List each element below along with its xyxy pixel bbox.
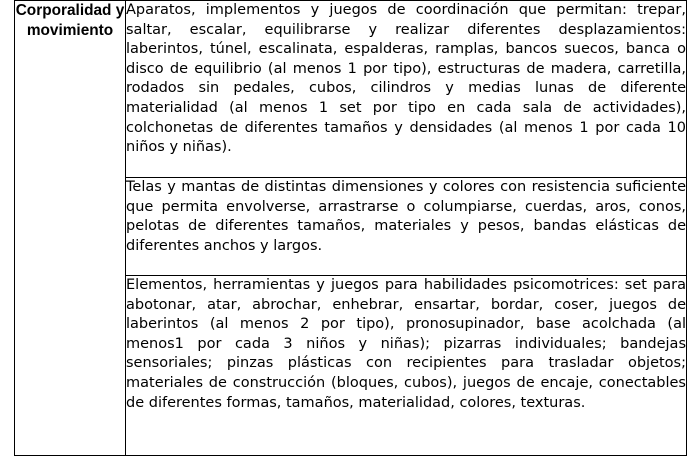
content-cell-coordination <box>126 1 687 178</box>
table-row <box>15 178 687 276</box>
category-label: Corporalidad y movimiento <box>15 2 125 39</box>
fabrics-equipment-text: Telas y mantas de distintas dimensiones y colores con resistencia suficiente que permita envolverse, arrastrarse o columpiarse, cuerdas, aros, conos, pelotas de diferentes tamaños, materiales y pesos, bandas elásticas de diferentes anchos y largos. <box>126 179 686 254</box>
content-cell-fabrics <box>126 178 687 276</box>
table-row <box>15 1 687 178</box>
coordination-equipment-text: Aparatos, implementos y juegos de coordinación que permitan: trepar, saltar, escalar, equilibrarse y realizar diferentes desplazamientos: laberintos, túnel, escalinata, espalderas, ramplas, bancos suecos, banca o disco de equilibrio (al menos 1 por tipo), estructuras de madera, carretilla, rodados sin pedales, cubos, cilindros y medias lunas de diferente materialidad (al menos 1 set por tipo en cada sala de actividades), colchonetas de diferentes tamaños y densidades (al menos 1 por cada 10 niños y niñas). <box>126 2 686 156</box>
category-label-cell-empty <box>15 276 126 456</box>
table-row <box>15 276 687 456</box>
category-label-cell-empty <box>15 178 126 276</box>
materials-table <box>14 0 687 456</box>
category-label-cell <box>15 1 126 178</box>
content-cell-psychomotor <box>126 276 687 456</box>
psychomotor-equipment-text: Elementos, herramientas y juegos para habilidades psicomotrices: set para abotonar, atar, abrochar, enhebrar, ensartar, bordar, coser, juegos de laberintos (al menos 2 por tipo), pronosupinador, base acolchada (al menos1 por cada 3 niños y niñas); pizarras individuales; bandejas sensoriales; pinzas plásticas con recipientes para trasladar objetos; materiales de construcción (bloques, cubos), juegos de encaje, conectables de diferentes formas, tamaños, materialidad, colores, texturas. <box>126 277 686 411</box>
